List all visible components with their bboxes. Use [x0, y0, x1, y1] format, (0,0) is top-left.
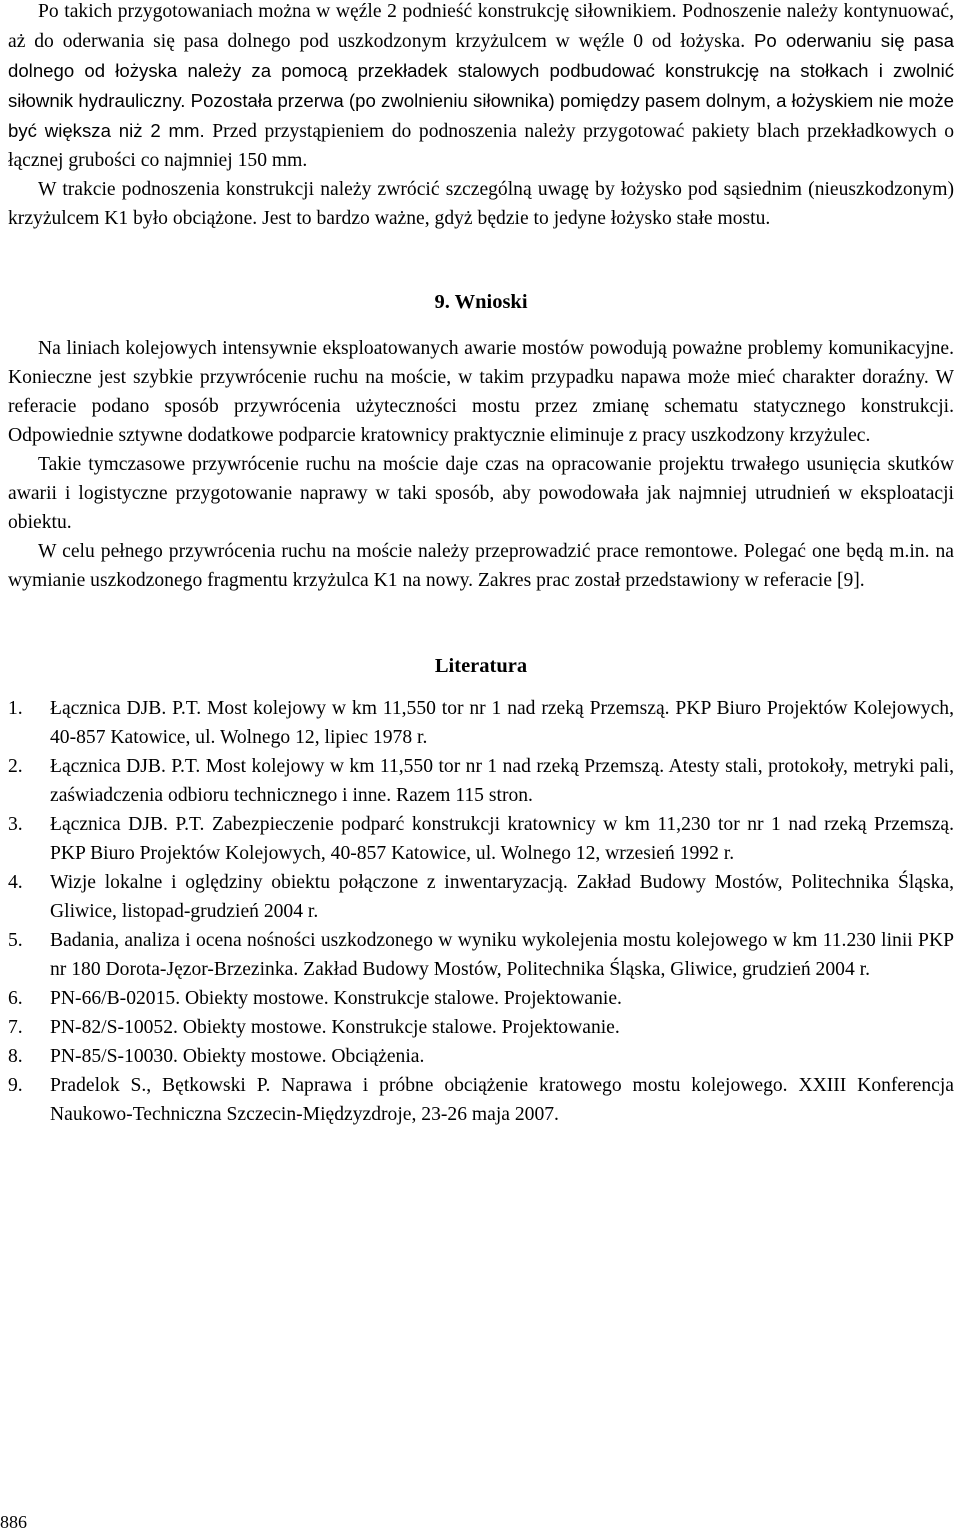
reference-text: Pradelok S., Bętkowski P. Naprawa i próbne obciążenie kratowego mostu kolejowego. XXIII Konferencja Naukowo-Techniczna Szczecin-Międzyzdroje, 23-26 maja 2007.: [50, 1075, 954, 1125]
intro-text-serif-2: Przed przystąpieniem do podnoszenia należy przygotować pakiety blach przekładkowych o łącznej grubości co najmniej 150 mm.: [8, 121, 955, 171]
reference-text: Badania, analiza i ocena nośności uszkodzonego w wyniku wykolejenia mostu kolejowego w km 11.230 linii PKP nr 180 Dorota-Jęzor-Brzezinka. Zakład Budowy Mostów, Politechnika Śląska, Gliwice, grudzień 2004 r.: [50, 930, 954, 980]
reference-number: 8.: [8, 1046, 23, 1067]
intro-text-serif-1: Po takich przygotowaniach można w węźle 2 podnieść konstrukcję siłownikiem. Podnoszenie należy kontynuować, aż do oderwania się pasa dolnego pod uszkodzonym krzyżulcem w węźle 0 od łożyska.: [8, 1, 954, 52]
reference-number: 3.: [8, 814, 23, 835]
reference-list: [8, 694, 954, 1129]
reference-text: PN-66/B-02015. Obiekty mostowe. Konstrukcje stalowe. Projektowanie.: [50, 988, 622, 1009]
reference-number: 4.: [8, 872, 23, 893]
intro-text-sans: Po oderwaniu się pasa dolnego od łożyska należy za pomocą przekładek stalowych podbudować konstrukcję na stołkach i zwolnić siłownik hydrauliczny. Pozostała przerwa (po zwolnieniu siłownika) pomiędzy pasem dolnym, a łożyskiem nie może być większa niż 2 mm.: [8, 30, 954, 141]
reference-item: [8, 694, 954, 752]
reference-item: [8, 1013, 954, 1042]
reference-number: 1.: [8, 698, 23, 719]
document-page: [8, 0, 954, 1129]
reference-number: 2.: [8, 756, 23, 777]
intro-paragraph: [8, 0, 954, 175]
reference-item: [8, 984, 954, 1013]
reference-number: 6.: [8, 988, 23, 1009]
reference-text: Łącznica DJB. P.T. Zabezpieczenie podparć konstrukcji kratownicy w km 11,230 tor nr 1 nad rzeką Przemszą. PKP Biuro Projektów Kolejowych, 40-857 Katowice, ul. Wolnego 12, wrzesień 1992 r.: [50, 814, 954, 864]
reference-item: [8, 752, 954, 810]
reference-item: [8, 868, 954, 926]
reference-item: [8, 1042, 954, 1071]
reference-item: [8, 926, 954, 984]
page-number: 886: [0, 1512, 27, 1532]
reference-text: PN-82/S-10052. Obiekty mostowe. Konstrukcje stalowe. Projektowanie.: [50, 1017, 620, 1038]
reference-item: [8, 810, 954, 868]
reference-number: 5.: [8, 930, 23, 951]
reference-item: [8, 1071, 954, 1129]
reference-text: PN-85/S-10030. Obiekty mostowe. Obciążenia.: [50, 1046, 425, 1067]
reference-text: Łącznica DJB. P.T. Most kolejowy w km 11,550 tor nr 1 nad rzeką Przemszą. PKP Biuro Projektów Kolejowych, 40-857 Katowice, ul. Wolnego 12, lipiec 1978 r.: [50, 698, 954, 748]
section-heading-wnioski: 9. Wnioski: [434, 291, 528, 313]
reference-text: Łącznica DJB. P.T. Most kolejowy w km 11,550 tor nr 1 nad rzeką Przemszą. Atesty stali, protokoły, metryki pali, zaświadczenia odbioru technicznego i inne. Razem 115 stron.: [50, 756, 954, 806]
reference-text: Wizje lokalne i oględziny obiektu połączone z inwentaryzacją. Zakład Budowy Mostów, Politechnika Śląska, Gliwice, listopad-grudzień 2004 r.: [50, 872, 954, 922]
reference-number: 9.: [8, 1075, 23, 1096]
conclusion-paragraph-1: Na liniach kolejowych intensywnie eksploatowanych awarie mostów powodują poważne problemy komunikacyjne. Konieczne jest szybkie przywrócenie ruchu na moście, w takim przypadku napawa może mieć charakter doraźny. W referacie podano sposób przywrócenia użyteczności mostu przez zmianę schematu statycznego konstrukcji. Odpowiednie sztywne dodatkowe podparcie kratownicy praktycznie eliminuje z pracy uszkodzony krzyżulec.: [8, 338, 954, 446]
lifting-paragraph: W trakcie podnoszenia konstrukcji należy zwrócić szczególną uwagę by łożysko pod sąsiednim (nieuszkodzonym) krzyżulcem K1 było obciążone. Jest to bardzo ważne, gdyż będzie to jedyne łożysko stałe mostu.: [8, 179, 954, 229]
section-heading-literatura: Literatura: [434, 655, 528, 677]
conclusion-paragraph-2: Takie tymczasowe przywrócenie ruchu na moście daje czas na opracowanie projektu trwałego usunięcia skutków awarii i logistyczne przygotowanie naprawy w taki sposób, aby powodowała jak najmniej utrudnień w eksploatacji obiektu.: [8, 454, 954, 533]
reference-number: 7.: [8, 1017, 23, 1038]
conclusion-paragraph-3: W celu pełnego przywrócenia ruchu na moście należy przeprowadzić prace remontowe. Polegać one będą m.in. na wymianie uszkodzonego fragmentu krzyżulca K1 na nowy. Zakres prac został przedstawiony w referacie [9].: [8, 541, 954, 591]
